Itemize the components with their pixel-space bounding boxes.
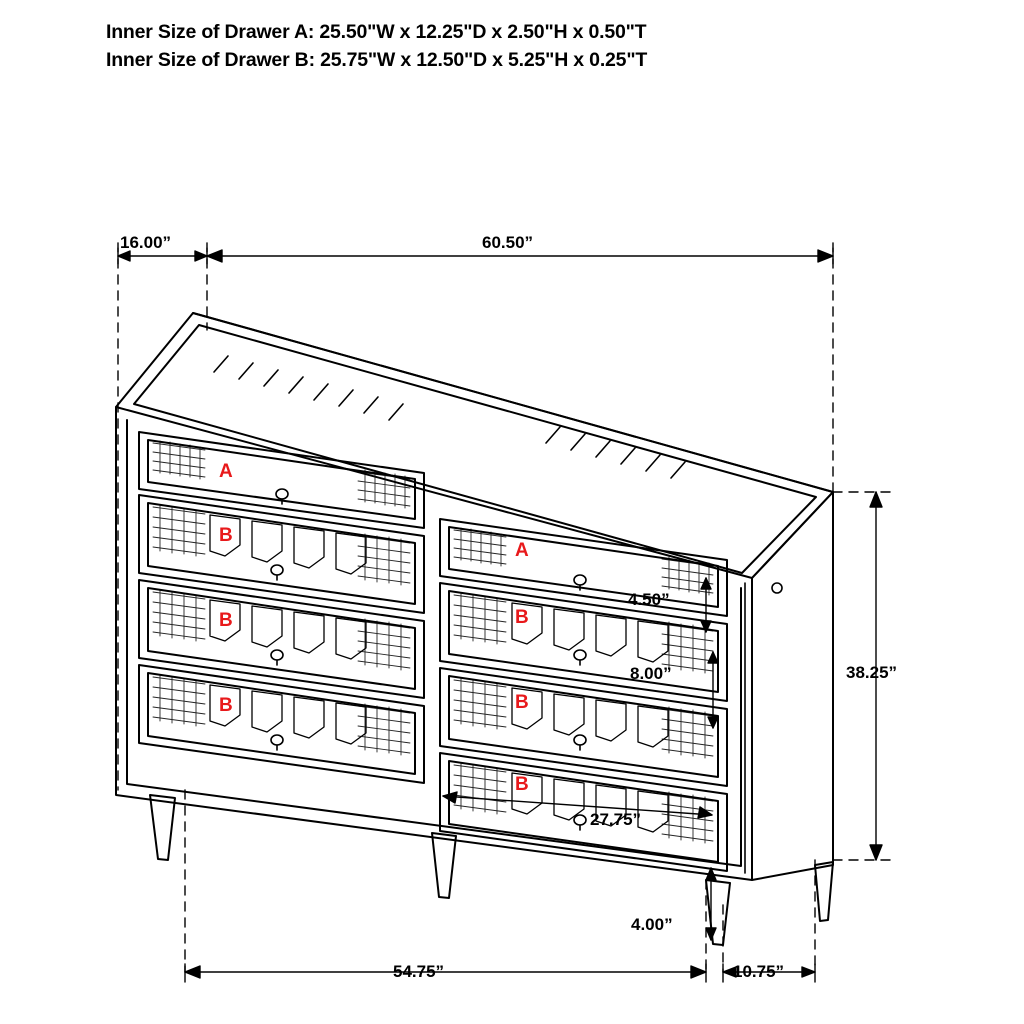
dim-drawer-a-height: 4.50” <box>628 590 670 609</box>
drawer-label-right-a: A <box>515 540 529 561</box>
dim-depth-top-left: 16.00” <box>120 233 172 252</box>
dim-leg-height: 4.00” <box>631 915 673 934</box>
inner-size-drawer-b: Inner Size of Drawer B: 25.75"W x 12.50"D x 5.25"H x 0.25"T <box>106 49 648 72</box>
drawer-label-right-b1: B <box>515 607 529 628</box>
dim-drawer-width: 27.75” <box>590 810 642 829</box>
drawer-label-left-b1: B <box>219 525 233 546</box>
drawer-label-left-b3: B <box>219 695 233 716</box>
drawer-label-left-a: A <box>219 461 233 482</box>
drawer-label-right-b2: B <box>515 692 529 713</box>
dim-width-top: 60.50” <box>482 233 534 252</box>
drawer-label-right-b3: B <box>515 774 529 795</box>
dim-base-depth: 10.75” <box>733 962 785 981</box>
dim-drawer-b-height: 8.00” <box>630 664 672 683</box>
dim-base-width: 54.75” <box>393 962 445 981</box>
dim-height-right: 38.25” <box>846 663 898 682</box>
inner-size-drawer-a: Inner Size of Drawer A: 25.50"W x 12.25"D x 2.50"H x 0.50"T <box>106 21 647 43</box>
drawer-label-left-b2: B <box>219 610 233 631</box>
